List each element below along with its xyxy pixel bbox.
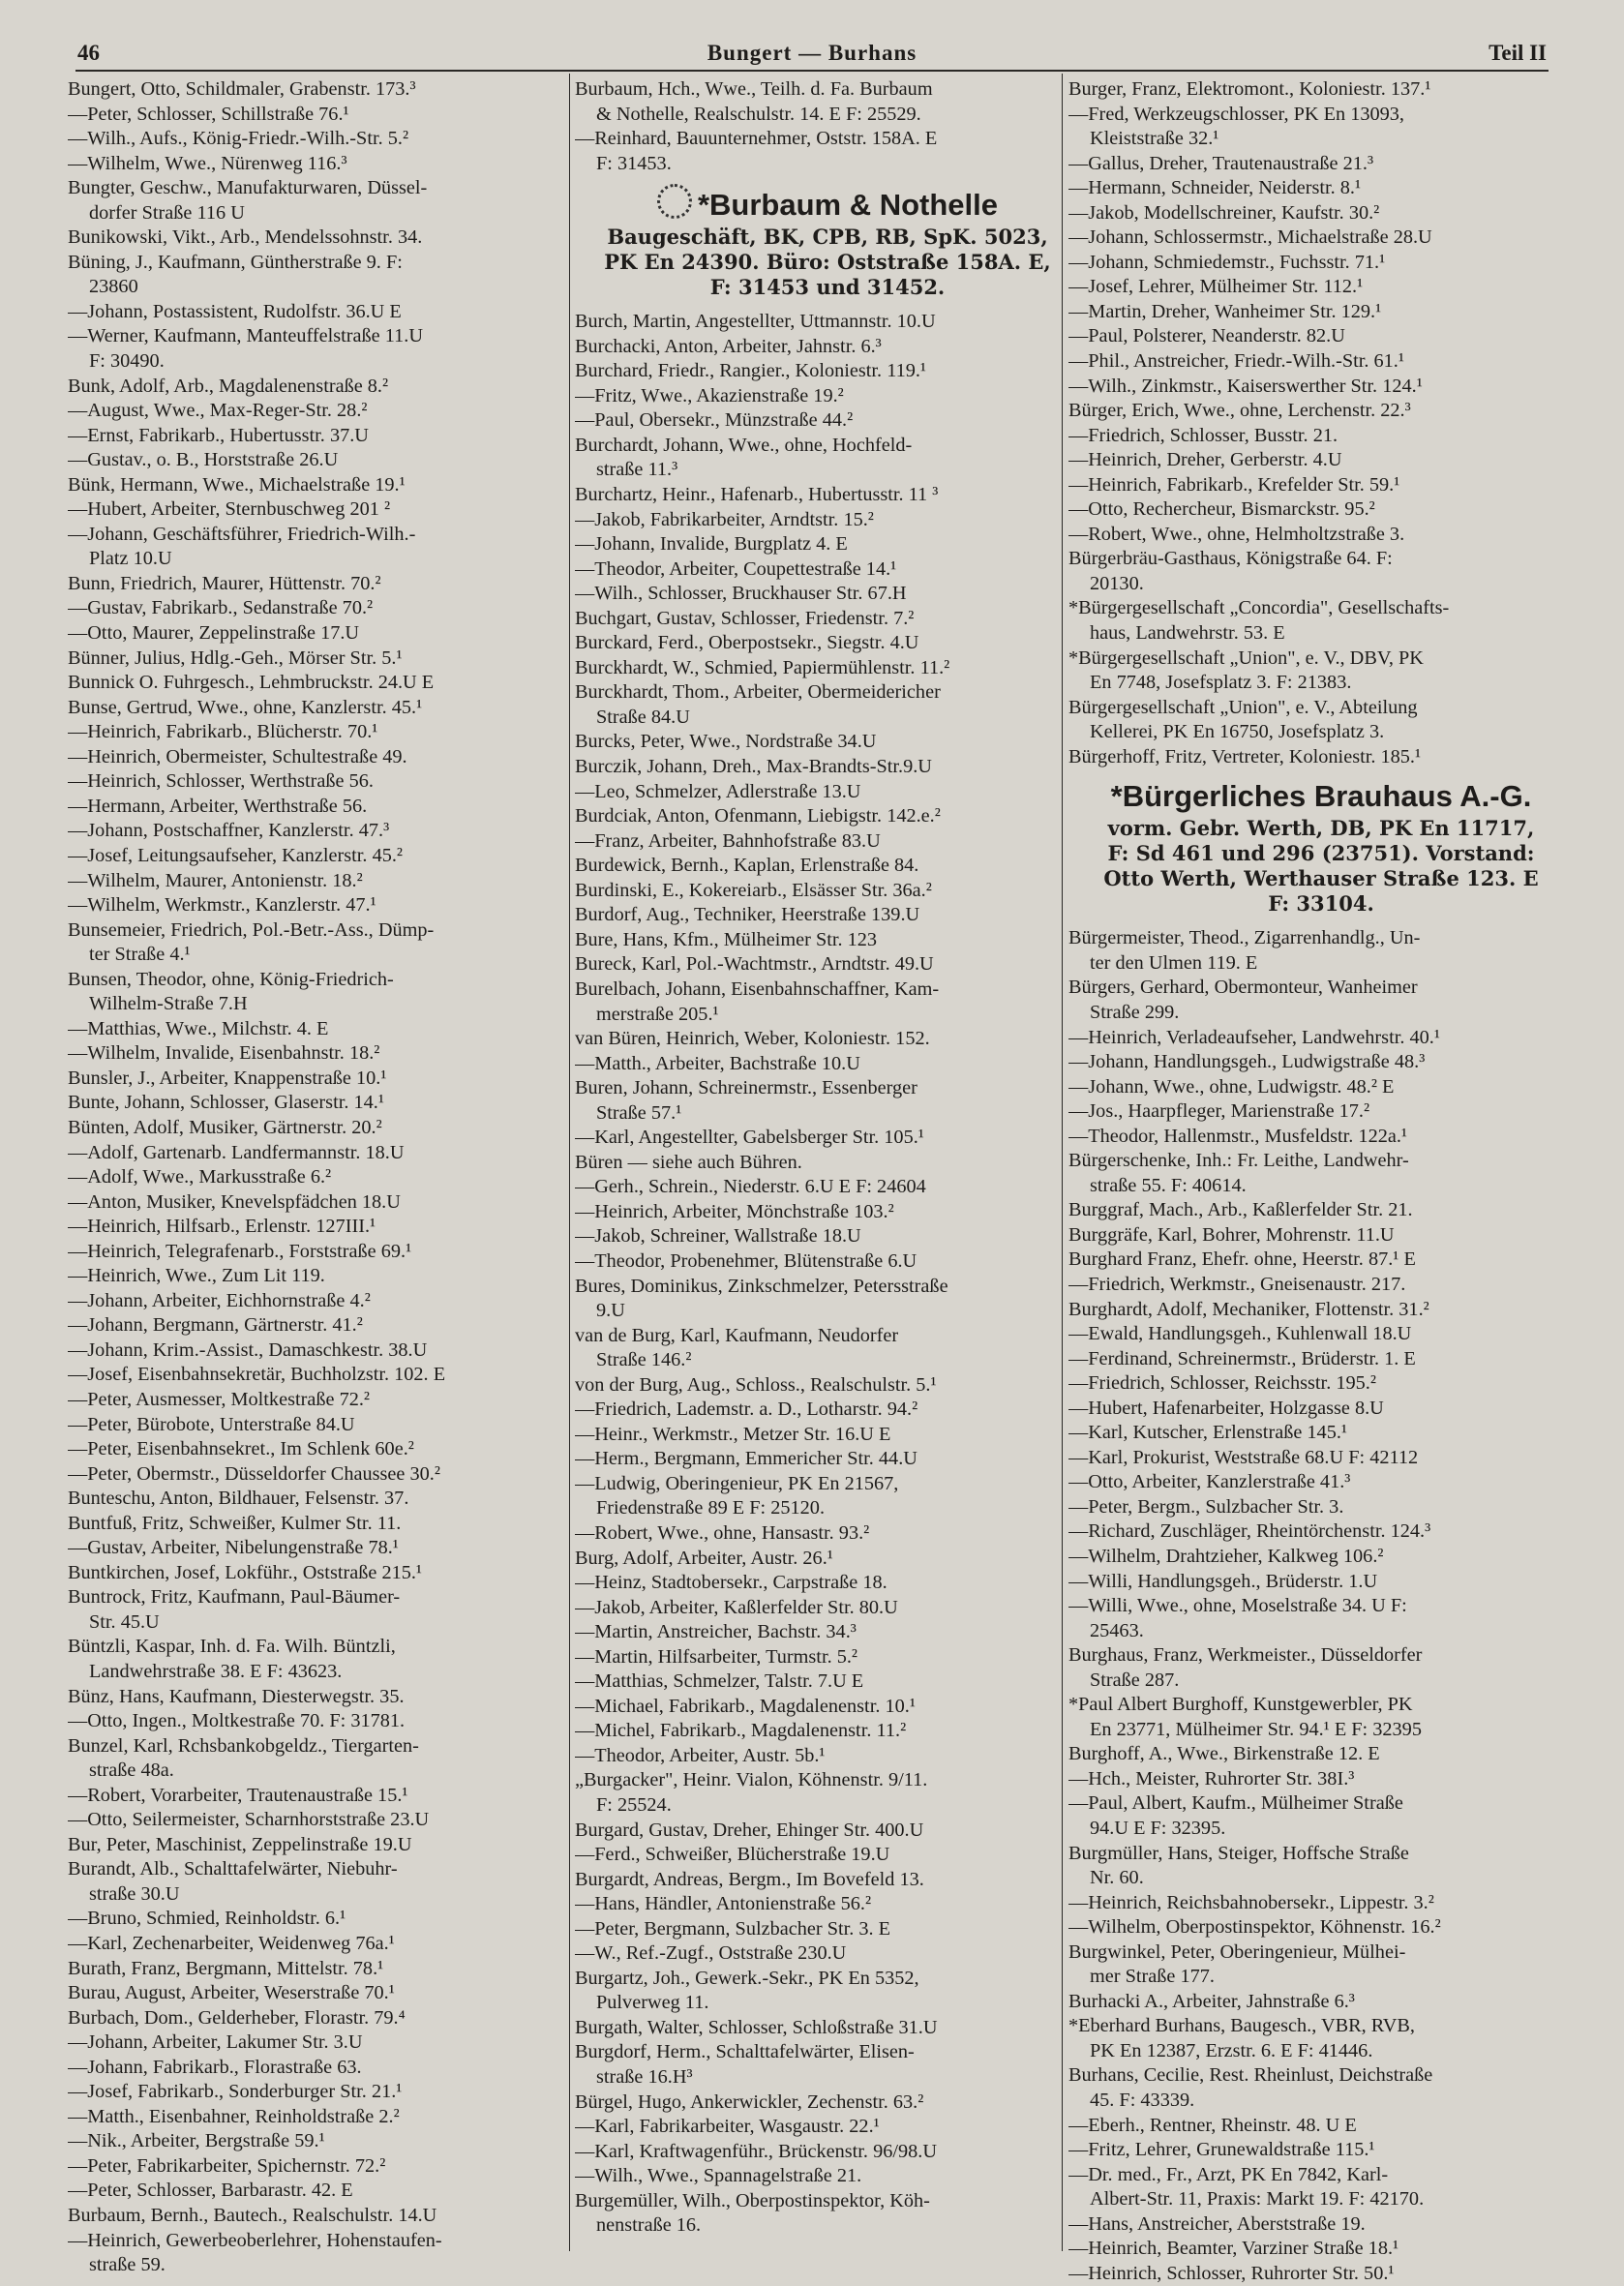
directory-entry-line: Bures, Dominikus, Zinkschmelzer, Petersstraße [575,1275,948,1297]
directory-entry-line: —Reinhard, Bauunternehmer, Oststr. 158A. E [575,128,938,150]
directory-entry-line: Buchgart, Gustav, Schlosser, Friedenstr. 7.² [575,607,915,629]
directory-entry-line: Burczik, Johann, Dreh., Max-Brandts-Str.9.U [575,756,932,778]
directory-entry-line: —Johann, Arbeiter, Lakumer Str. 3.U [68,2031,363,2054]
directory-entry-line: —Peter, Eisenbahnsekret., Im Schlenk 60e.² [68,1438,414,1460]
directory-entry-line: F: 30490. [89,350,165,373]
advertisement-line: F: 31453 und 31452. [709,275,946,300]
directory-entry-line: Büntzli, Kaspar, Inh. d. Fa. Wilh. Büntzli, [68,1636,396,1658]
directory-entry-line: Burelbach, Johann, Eisenbahnschaffner, Kam- [575,978,940,1000]
directory-entry-line: —Otto, Maurer, Zeppelinstraße 17.U [68,622,360,645]
part-label: Teil II [1489,41,1547,65]
directory-entry-line: Buntfuß, Fritz, Schweißer, Kulmer Str. 11. [68,1512,402,1534]
directory-entry-line: Burger, Franz, Elektromont., Koloniestr. 137.¹ [1068,78,1431,100]
directory-entry-line: Bürgel, Hugo, Ankerwickler, Zechenstr. 63.² [575,2090,924,2113]
directory-entry-line: Burgemüller, Wilh., Oberpostinspektor, Köh- [575,2189,930,2211]
directory-entry-line: —Eberh., Rentner, Rheinstr. 48. U E [1068,2114,1357,2136]
directory-entry-line: —Peter, Schlosser, Barbarastr. 42. E [68,2180,353,2202]
directory-entry-line: Bürgerschenke, Inh.: Fr. Leithe, Landwehr- [1068,1150,1409,1172]
directory-entry-line: —Wilhelm, Maurer, Antonienstr. 18.² [68,869,363,891]
advertisement-line: F: Sd 461 und 296 (23751). Vorstand: [1107,841,1535,866]
directory-entry-line: En 7748, Josefsplatz 3. F: 21383. [1090,672,1352,694]
directory-entry-line: —Anton, Musiker, Knevelspfädchen 18.U [68,1190,401,1213]
directory-entry-line: Burandt, Alb., Schalttafelwärter, Niebuhr- [68,1858,398,1880]
advertisement-line: PK En 24390. Büro: Oststraße 158A. E, [604,250,1051,275]
directory-entry-line: Straße 57.¹ [596,1101,682,1124]
directory-entry-line: —Ferdinand, Schreinermstr., Brüderstr. 1. E [1068,1347,1416,1369]
directory-entry-line: —Johann, Schmiedemstr., Fuchsstr. 71.¹ [1068,251,1386,273]
directory-entry-line: —Heinrich, Gewerbeoberlehrer, Hohenstaufen- [68,2229,442,2251]
directory-entry-line: Bunikowski, Vikt., Arb., Mendelssohnstr. 34. [68,226,423,249]
directory-entry-line: —Martin, Hilfsarbeiter, Turmstr. 5.² [575,1645,858,1668]
directory-entry-line: „Burgacker", Heinr. Vialon, Köhnenstr. 9/11. [575,1769,928,1791]
directory-entry-line: *Bürgergesellschaft „Union", e. V., DBV, PK [1068,647,1424,669]
directory-entry-line: —Wilhelm, Werkmstr., Kanzlerstr. 47.¹ [68,894,376,917]
page-number: 46 [77,41,100,65]
directory-entry-line: —Jakob, Modellschreiner, Kaufstr. 30.² [1068,201,1380,224]
directory-entry-line: —Johann, Wwe., ohne, Ludwigstr. 48.² E [1068,1075,1395,1098]
directory-entry-line: 20130. [1090,572,1144,594]
directory-entry-line: ter Straße 4.¹ [89,944,191,966]
directory-entry-line: Platz 10.U [89,548,172,570]
directory-entry-line: straße 48a. [89,1760,174,1782]
directory-entry-line: —Wilhelm, Drahtzieher, Kalkweg 106.² [1068,1545,1384,1567]
directory-entry-line: Burdewick, Bernh., Kaplan, Erlenstraße 84. [575,855,919,877]
directory-entry-line: —Hubert, Hafenarbeiter, Holzgasse 8.U [1068,1397,1384,1419]
directory-entry-line: 94.U E F: 32395. [1090,1818,1226,1839]
directory-entry-line: ter den Ulmen 119. E [1090,951,1258,974]
directory-entry-line: Bungert, Otto, Schildmaler, Grabenstr. 173.³ [68,78,416,100]
directory-entry-line: Bunzel, Karl, Rchsbankobgeldz., Tiergarten- [68,1734,419,1757]
directory-entry-line: Straße 299. [1090,1001,1180,1023]
directory-entry-line: —Heinrich, Telegrafenarb., Forststraße 69.¹ [68,1240,412,1262]
directory-entry-line: —Karl, Prokurist, Weststraße 68.U F: 42112 [1068,1446,1419,1468]
directory-entry-line: —Josef, Eisenbahnsekretär, Buchholzstr. 102. E [68,1364,446,1386]
directory-entry-line: —Ferd., Schweißer, Blücherstraße 19.U [575,1844,890,1866]
directory-entry-line: —Johann, Postschaffner, Kanzlerstr. 47.³ [68,820,390,842]
directory-entry-line: —Karl, Zechenarbeiter, Weidenweg 76a.¹ [68,1933,395,1955]
directory-entry-line: —Wilh., Wwe., Spannagelstraße 21. [575,2165,862,2187]
directory-entry-line: 23860 [89,276,138,298]
directory-entry-line: —Johann, Geschäftsführer, Friedrich-Wilh.- [68,523,416,545]
directory-entry-line: Burau, August, Arbeiter, Weserstraße 70.¹ [68,1982,395,2004]
directory-entry-line: —W., Ref.-Zugf., Oststraße 230.U [575,1942,847,1965]
directory-entry-line: —Ewald, Handlungsgeh., Kuhlenwall 18.U [1068,1323,1412,1345]
directory-entry-line: —Gallus, Dreher, Trautenaustraße 21.³ [1068,152,1374,174]
directory-entry-line: —Heinrich, Reichsbahnobersekr., Lippestr. 3.² [1068,1891,1434,1913]
directory-entry-line: —Phil., Anstreicher, Friedr.-Wilh.-Str. 61.¹ [1068,350,1404,373]
directory-entry-line: 25463. [1090,1619,1144,1641]
advertisement-title [1068,777,1574,816]
directory-entry-line: —Herm., Bergmann, Emmericher Str. 44.U [575,1448,917,1470]
directory-entry-line: —Martin, Dreher, Wanheimer Str. 129.¹ [1068,300,1382,322]
directory-entry-line: haus, Landwehrstr. 53. E [1090,622,1285,645]
directory-entry-line: —Matthias, Schmelzer, Talstr. 7.U E [575,1670,864,1693]
directory-entry-line: Bünner, Julius, Hdlg.-Geh., Mörser Str. 5.¹ [68,647,403,669]
directory-entry-line: Burgard, Gustav, Dreher, Ehinger Str. 400.U [575,1819,924,1841]
advertisement-line: Baugeschäft, BK, CPB, RB, SpK. 5023, [607,225,1048,250]
directory-entry-line: Friedenstraße 89 E F: 25120. [596,1497,826,1519]
directory-entry-line: Burgmüller, Hans, Steiger, Hoffsche Straße [1068,1842,1409,1864]
directory-entry-line: Burghard Franz, Ehefr. ohne, Heerstr. 87.¹ E [1068,1248,1416,1271]
directory-entry-line: Buntkirchen, Josef, Lokführ., Oststraße 215.¹ [68,1561,423,1583]
directory-entry-line: —Peter, Fabrikarbeiter, Spichernstr. 72.² [68,2154,386,2177]
directory-entry-line: F: 25524. [596,1794,672,1816]
directory-entry-line: —Robert, Wwe., ohne, Helmholtzstraße 3. [1068,523,1405,545]
directory-column-2 [575,77,1080,2239]
directory-entry-line: Straße 84.U [596,706,690,728]
directory-entry-line: —Willi, Handlungsgeh., Brüderstr. 1.U [1068,1570,1378,1592]
directory-entry-line: —Heinrich, Beamter, Varziner Straße 18.¹ [1068,2238,1399,2260]
directory-entry-line: —Peter, Obermstr., Düsseldorfer Chaussee 30.² [68,1462,440,1485]
directory-entry-line: —Peter, Bürobote, Unterstraße 84.U [68,1413,355,1435]
directory-entry-line: Bunsemeier, Friedrich, Pol.-Betr.-Ass., Dümp- [68,918,435,941]
directory-entry-line: Burbaum, Bernh., Bautech., Realschulstr. 14.U [68,2205,437,2227]
directory-entry-line: Kleiststraße 32.¹ [1090,128,1219,150]
directory-entry-line: Burggraf, Mach., Arb., Kaßlerfelder Str. 21. [1068,1199,1413,1221]
directory-entry-line: straße 55. F: 40614. [1090,1174,1247,1196]
directory-entry-line: straße 30.U [89,1882,180,1905]
directory-entry-line: 45. F: 43339. [1090,2090,1195,2112]
directory-entry-line: Burath, Franz, Bergmann, Mittelstr. 78.¹ [68,1957,384,1979]
directory-entry-line: —Josef, Lehrer, Mülheimer Str. 112.¹ [1068,276,1364,298]
directory-entry-line: Bürgergesellschaft „Union", e. V., Abteilung [1068,696,1418,718]
directory-entry-line: —Josef, Fabrikarb., Sonderburger Str. 21.¹ [68,2081,403,2103]
directory-entry-line: —Wilhelm, Oberpostinspektor, Köhnenstr. 16.² [1068,1916,1441,1939]
directory-entry-line: nenstraße 16. [596,2214,702,2237]
directory-entry-line: —Johann, Handlungsgeh., Ludwigstraße 48.³ [1068,1051,1426,1073]
directory-entry-line: van Büren, Heinrich, Weber, Koloniestr. 152. [575,1028,930,1050]
directory-entry-line: —Josef, Leitungsaufseher, Kanzlerstr. 45.² [68,844,404,866]
directory-entry-line: —Peter, Schlosser, Schillstraße 76.¹ [68,103,349,125]
directory-entry-line: Straße 146.² [596,1349,692,1371]
directory-entry-line: Burg, Adolf, Arbeiter, Austr. 26.¹ [575,1547,833,1569]
directory-entry-line: —Hch., Meister, Ruhrorter Str. 38I.³ [1068,1767,1355,1790]
directory-entry-line: —Heinr., Werkmstr., Metzer Str. 16.U E [575,1423,891,1445]
directory-entry-line: Burghardt, Adolf, Mechaniker, Flottenstr. 31.² [1068,1298,1429,1320]
running-title: Bungert — Burhans [707,41,917,65]
directory-entry-line: Burdciak, Anton, Ofenmann, Liebigstr. 142.e.² [575,805,941,827]
directory-entry-line: —Heinrich, Verladeaufseher, Landwehrstr. 40.¹ [1068,1026,1440,1048]
directory-entry-line: —Bruno, Schmied, Reinholdstr. 6.¹ [68,1908,346,1930]
directory-entry-line: Bürgers, Gerhard, Obermonteur, Wanheimer [1068,977,1418,999]
directory-entry-line: —Wilhelm, Wwe., Nürenweg 116.³ [68,152,347,174]
directory-entry-line: Burgwinkel, Peter, Oberingenieur, Mülhei- [1068,1940,1406,1963]
directory-entry-line: —Hermann, Arbeiter, Werthstraße 56. [68,795,368,817]
directory-entry-line: —Johann, Fabrikarb., Florastraße 63. [68,2056,362,2078]
directory-entry-line: Pulverweg 11. [596,1992,709,2014]
directory-entry-line: Burckhardt, Thom., Arbeiter, Obermeidericher [575,681,941,704]
directory-entry-line: Bungter, Geschw., Manufakturwaren, Düssel- [68,177,428,199]
directory-entry-line: —Nik., Arbeiter, Bergstraße 59.¹ [68,2130,325,2152]
directory-entry-line: —Jakob, Schreiner, Wallstraße 18.U [575,1225,861,1248]
directory-entry-line: —Martin, Anstreicher, Bachstr. 34.³ [575,1621,857,1643]
directory-entry-line: —Jakob, Fabrikarbeiter, Arndtstr. 15.² [575,508,874,530]
directory-entry-line: —Friedrich, Schlosser, Reichsstr. 195.² [1068,1372,1376,1395]
directory-entry-line: Burgath, Walter, Schlosser, Schloßstraße 31.U [575,2016,938,2038]
directory-entry-line: —Karl, Fabrikarbeiter, Wasgaustr. 22.¹ [575,2116,880,2138]
directory-entry-line: von der Burg, Aug., Schloss., Realschulstr. 5.¹ [575,1373,937,1396]
directory-entry-line: Bunsen, Theodor, ohne, König-Friedrich- [68,968,394,990]
directory-entry-line: —Heinrich, Schlosser, Werthstraße 56. [68,770,374,793]
directory-entry-line: Bunse, Gertrud, Wwe., ohne, Kanzlerstr. 45.¹ [68,696,423,718]
advertisement-line: vorm. Gebr. Werth, DB, PK En 11717, [1107,816,1535,841]
directory-entry-line: —Heinrich, Hilfsarb., Erlenstr. 127III.¹ [68,1216,376,1238]
directory-entry-line: —Robert, Vorarbeiter, Trautenaustraße 15.¹ [68,1784,408,1806]
directory-entry-line: Büren — siehe auch Bühren. [575,1151,802,1173]
directory-entry-line: —Theodor, Probenehmer, Blütenstraße 6.U [575,1249,917,1272]
directory-entry-line: —Matth., Eisenbahner, Reinholdstraße 2.² [68,2105,400,2127]
directory-entry-line: —Heinrich, Fabrikarb., Krefelder Str. 59.¹ [1068,473,1400,496]
directory-entry-line: —Heinrich, Obermeister, Schultestraße 49. [68,745,407,767]
directory-entry-line: Wilhelm-Straße 7.H [89,993,248,1015]
directory-entry-line: mer Straße 177. [1090,1966,1215,1988]
advertisement-title-text: *Bürgerliches Brauhaus A.-G. [1110,779,1532,814]
directory-entry-line: —Michel, Fabrikarb., Magdalenenstr. 11.² [575,1720,907,1742]
directory-entry-line: —Robert, Wwe., ohne, Hansastr. 93.² [575,1521,870,1544]
directory-entry-line: Landwehrstraße 38. E F: 43623. [89,1661,343,1682]
directory-entry-line: —Richard, Zuschläger, Rheintörchenstr. 124.³ [1068,1520,1431,1543]
directory-entry-line: straße 11.³ [596,459,678,481]
directory-entry-line: —Theodor, Arbeiter, Austr. 5b.¹ [575,1744,826,1766]
directory-entry-line: —Johann, Postassistent, Rudolfstr. 36.U E [68,300,402,322]
directory-entry-line: Straße 287. [1090,1669,1180,1691]
advertisement-block [1068,777,1574,917]
directory-entry-line: —Ludwig, Oberingenieur, PK En 21567, [575,1472,899,1494]
directory-entry-line: Bürgermeister, Theod., Zigarrenhandlg., Un- [1068,927,1421,949]
directory-entry-line: —Gustav, Fabrikarb., Sedanstraße 70.² [68,597,374,619]
directory-entry-line: Bünk, Hermann, Wwe., Michaelstraße 19.¹ [68,473,406,496]
directory-entry-line: F: 31453. [596,152,672,174]
directory-entry-line: Buntrock, Fritz, Kaufmann, Paul-Bäumer- [68,1586,401,1609]
directory-entry-line: Burbaum, Hch., Wwe., Teilh. d. Fa. Burbaum [575,78,933,100]
directory-entry-line: —Leo, Schmelzer, Adlerstraße 13.U [575,780,861,802]
directory-entry-line: Bunnick O. Fuhrgesch., Lehmbruckstr. 24.U E [68,672,435,694]
directory-entry-line: —Otto, Ingen., Moltkestraße 70. F: 31781. [68,1710,406,1732]
directory-entry-line: —Paul, Polsterer, Neanderstr. 82.U [1068,325,1345,347]
directory-entry-line: —Johann, Krim.-Assist., Damaschkestr. 38.U [68,1339,428,1361]
directory-entry-line: Buren, Johann, Schreinermstr., Essenberger [575,1077,917,1099]
directory-entry-line: —Peter, Bergmann, Sulzbacher Str. 3. E [575,1917,891,1940]
directory-entry-line: —Heinrich, Arbeiter, Mönchstraße 103.² [575,1200,894,1222]
directory-entry-line: Burhans, Cecilie, Rest. Rheinlust, Deichstraße [1068,2064,1433,2087]
directory-entry-line: Burcks, Peter, Wwe., Nordstraße 34.U [575,731,877,753]
directory-entry-line: —Willi, Wwe., ohne, Moselstraße 34. U F: [1068,1595,1407,1617]
directory-entry-line: PK En 12387, Erzstr. 6. E F: 41446. [1090,2039,1373,2061]
directory-entry-line: —Gustav, Arbeiter, Nibelungenstraße 78.¹ [68,1537,399,1559]
directory-entry-line: —Hans, Händler, Antonienstraße 56.² [575,1893,872,1915]
advertisement-title-text: *Burbaum & Nothelle [697,188,999,223]
directory-entry-line: Burgardt, Andreas, Bergm., Im Bovefeld 13. [575,1868,924,1890]
directory-entry-line: —Peter, Bergm., Sulzbacher Str. 3. [1068,1495,1344,1518]
directory-entry-line: —Heinrich, Fabrikarb., Blücherstr. 70.¹ [68,721,378,743]
directory-entry-line: —Otto, Seilermeister, Scharnhorststraße 23.U [68,1809,430,1831]
directory-entry-line: —Fritz, Wwe., Akazienstraße 19.² [575,384,844,406]
directory-entry-line: —Johann, Invalide, Burgplatz 4. E [575,533,848,556]
directory-entry-line: Bürgerbräu-Gasthaus, Königstraße 64. F: [1068,548,1393,570]
directory-entry-line: —Ernst, Fabrikarb., Hubertusstr. 37.U [68,424,369,446]
directory-entry-line: & Nothelle, Realschulstr. 14. E F: 25529. [596,103,921,125]
directory-entry-line: Bunsler, J., Arbeiter, Knappenstraße 10.¹ [68,1067,387,1089]
directory-entry-line: —Adolf, Gartenarb. Landfermannstr. 18.U [68,1141,405,1163]
advertisement-line: Otto Werth, Werthauser Straße 123. E [1103,866,1539,891]
advertisement-block [575,184,1080,300]
directory-entry-line: —Gustav., o. B., Horststraße 26.U [68,449,339,471]
directory-entry-line: *Paul Albert Burghoff, Kunstgewerbler, PK [1068,1694,1413,1716]
directory-entry-line: —Matthias, Wwe., Milchstr. 4. E [68,1017,329,1039]
directory-entry-line: —Hermann, Schneider, Neiderstr. 8.¹ [1068,177,1362,199]
directory-entry-line: —Michael, Fabrikarb., Magdalenenstr. 10.¹ [575,1695,916,1717]
directory-entry-line: —Karl, Kraftwagenführ., Brückenstr. 96/98.U [575,2140,937,2162]
directory-entry-line: —Otto, Arbeiter, Kanzlerstraße 41.³ [1068,1471,1351,1493]
directory-entry-line: —Jakob, Arbeiter, Kaßlerfelder Str. 80.U [575,1596,898,1618]
directory-entry-line: —Heinrich, Wwe., Zum Lit 119. [68,1265,325,1287]
directory-entry-line: Burggräfe, Karl, Bohrer, Mohrenstr. 11.U [1068,1223,1395,1246]
directory-entry-line: Burchartz, Heinr., Hafenarb., Hubertusstr. 11 ³ [575,484,939,506]
page-header [77,41,1547,70]
directory-entry-line: Bunk, Adolf, Arb., Magdalenenstraße 8.² [68,375,389,397]
directory-entry-line: van de Burg, Karl, Kaufmann, Neudorfer [575,1324,899,1346]
directory-entry-line: Bunte, Johann, Schlosser, Glaserstr. 14.¹ [68,1092,384,1114]
directory-entry-line: —Dr. med., Fr., Arzt, PK En 7842, Karl- [1068,2163,1389,2185]
directory-entry-line: —Friedrich, Lademstr. a. D., Lotharstr. 94.² [575,1399,918,1421]
directory-entry-line: Bünz, Hans, Kaufmann, Diesterwegstr. 35. [68,1685,405,1707]
directory-entry-line: *Eberhard Burhans, Baugesch., VBR, RVB, [1068,2015,1415,2037]
directory-entry-line: —Karl, Kutscher, Erlenstraße 145.¹ [1068,1422,1347,1444]
directory-entry-line: Burdorf, Aug., Techniker, Heerstraße 139.U [575,904,920,926]
directory-entry-line: Bunteschu, Anton, Bildhauer, Felsenstr. 37. [68,1488,409,1510]
directory-entry-line: —Johann, Bergmann, Gärtnerstr. 41.² [68,1314,363,1337]
directory-entry-line: —Peter, Ausmesser, Moltkestraße 72.² [68,1388,371,1410]
directory-entry-line: —Paul, Albert, Kaufm., Mülheimer Straße [1068,1792,1403,1815]
directory-entry-line: —Otto, Rechercheur, Bismarckstr. 95.² [1068,498,1375,521]
directory-entry-line: Burchardt, Johann, Wwe., ohne, Hochfeld- [575,434,913,456]
directory-entry-line: Burgdorf, Herm., Schalttafelwärter, Elisen- [575,2041,915,2063]
directory-entry-line: —Matth., Arbeiter, Bachstraße 10.U [575,1052,860,1074]
directory-entry-line: —Johann, Arbeiter, Eichhornstraße 4.² [68,1289,371,1311]
directory-entry-line: Bure, Hans, Kfm., Mülheimer Str. 123 [575,928,878,950]
directory-entry-line: Albert-Str. 11, Praxis: Markt 19. F: 42170. [1090,2188,1425,2211]
directory-entry-line: —Theodor, Hallenmstr., Musfeldstr. 122a.¹ [1068,1125,1407,1147]
directory-entry-line: —Johann, Schlossermstr., Michaelstraße 28.U [1068,226,1432,249]
directory-entry-line: —Werner, Kaufmann, Manteuffelstraße 11.U [68,325,423,347]
directory-entry-line: Nr. 60. [1090,1867,1144,1889]
directory-column-3 [1068,77,1574,2286]
directory-entry-line: —August, Wwe., Max-Reger-Str. 28.² [68,400,368,422]
directory-entry-line: —Franz, Arbeiter, Bahnhofstraße 83.U [575,829,881,852]
directory-entry-line: Burckhardt, W., Schmied, Papiermühlenstr. 11.² [575,656,950,678]
directory-entry-line: Str. 45.U [89,1610,160,1633]
directory-entry-line: —Heinrich, Schlosser, Ruhrorter Str. 50.¹ [1068,2262,1395,2284]
directory-entry-line: —Karl, Angestellter, Gabelsberger Str. 105.¹ [575,1127,924,1149]
directory-entry-line: —Wilh., Zinkmstr., Kaiserswerther Str. 124.¹ [1068,375,1423,397]
directory-entry-line: Bürgerhoff, Fritz, Vertreter, Koloniestr. 185.¹ [1068,745,1422,767]
directory-entry-line: 9.U [596,1300,625,1322]
wreath-logo-icon [657,184,692,219]
directory-entry-line: —Friedrich, Schlosser, Busstr. 21. [1068,424,1338,446]
directory-entry-line: —Theodor, Arbeiter, Coupettestraße 14.¹ [575,557,897,580]
directory-entry-line: —Fred, Werkzeugschlosser, PK En 13093, [1068,103,1404,125]
directory-entry-line: —Hubert, Arbeiter, Sternbuschweg 201 ² [68,498,391,521]
directory-entry-line: Burdinski, E., Kokereiarb., Elsässer Str. 36a.² [575,879,932,901]
directory-entry-line: —Wilhelm, Invalide, Eisenbahnstr. 18.² [68,1042,380,1065]
directory-entry-line: —Paul, Obersekr., Münzstraße 44.² [575,409,854,432]
directory-entry-line: Büning, J., Kaufmann, Güntherstraße 9. F: [68,251,403,273]
directory-entry-line: Burhacki A., Arbeiter, Jahnstraße 6.³ [1068,1990,1355,2012]
directory-entry-line: Burgartz, Joh., Gewerk.-Sekr., PK En 5352, [575,1967,919,1989]
directory-entry-line: —Fritz, Lehrer, Grunewaldstraße 115.¹ [1068,2139,1375,2161]
directory-entry-line: Burckard, Ferd., Oberpostsekr., Siegstr. 4.U [575,632,919,654]
directory-entry-line: —Hans, Anstreicher, Aberststraße 19. [1068,2212,1366,2235]
advertisement-line: F: 33104. [1268,891,1374,917]
directory-entry-line: *Bürgergesellschaft „Concordia", Gesellschafts- [1068,597,1450,619]
directory-entry-line: Burghoff, A., Wwe., Birkenstraße 12. E [1068,1743,1380,1765]
directory-entry-line: —Friedrich, Werkmstr., Gneisenaustr. 217. [1068,1273,1406,1295]
directory-entry-line: Burchacki, Anton, Arbeiter, Jahnstr. 6.³ [575,335,882,357]
directory-entry-line: Kellerei, PK En 16750, Josefsplatz 3. [1090,721,1385,743]
directory-entry-line: —Heinrich, Dreher, Gerberstr. 4.U [1068,449,1342,471]
directory-column-1 [68,77,573,2278]
directory-entry-line: straße 59. [89,2254,165,2276]
directory-entry-line: —Adolf, Wwe., Markusstraße 6.² [68,1166,332,1188]
directory-entry-line: En 23771, Mülheimer Str. 94.¹ E F: 32395 [1090,1718,1422,1740]
directory-entry-line: Burghaus, Franz, Werkmeister., Düsseldorfer [1068,1644,1423,1667]
directory-entry-line: —Jos., Haarpfleger, Marienstraße 17.² [1068,1100,1370,1123]
directory-entry-line: Bünten, Adolf, Musiker, Gärtnerstr. 20.² [68,1116,382,1138]
directory-entry-line: merstraße 205.¹ [596,1003,719,1025]
directory-entry-line: Burch, Martin, Angestellter, Uttmannstr. 10.U [575,311,936,333]
directory-entry-line: —Heinz, Stadtobersekr., Carpstraße 18. [575,1572,887,1594]
directory-entry-line: Bürger, Erich, Wwe., ohne, Lerchenstr. 22.³ [1068,400,1411,422]
directory-entry-line: —Wilh., Schlosser, Bruckhauser Str. 67.H [575,583,907,605]
advertisement-title [575,184,1080,225]
directory-entry-line: —Gerh., Schrein., Niederstr. 6.U E F: 24604 [575,1176,926,1198]
directory-entry-line: Bunn, Friedrich, Maurer, Hüttenstr. 70.² [68,572,381,594]
directory-entry-line: —Wilh., Aufs., König-Friedr.-Wilh.-Str. 5.² [68,128,409,150]
directory-entry-line: Burbach, Dom., Gelderheber, Florastr. 79.⁴ [68,2006,406,2029]
directory-entry-line: Bur, Peter, Maschinist, Zeppelinstraße 19.U [68,1833,412,1855]
header-rule [75,70,1549,72]
directory-entry-line: Burchard, Friedr., Rangier., Koloniestr. 119.¹ [575,360,927,382]
directory-entry-line: straße 16.H³ [596,2066,693,2089]
directory-entry-line: Bureck, Karl, Pol.-Wachtmstr., Arndtstr. 49.U [575,953,934,976]
directory-entry-line: dorfer Straße 116 U [89,201,245,224]
